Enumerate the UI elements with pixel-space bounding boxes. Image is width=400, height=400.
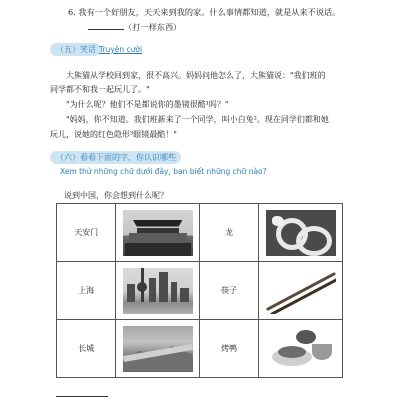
riddle-answer-hint: （打一样东西） <box>86 21 181 33</box>
word-cell: 天安门 <box>57 204 116 262</box>
riddle-line: 6. 我有一个好朋友，天天来到我的家。什么事情都知道，就是从来不说话。 <box>68 7 341 17</box>
roast-duck-photo <box>259 320 343 378</box>
word-cell: 筷子 <box>199 262 258 320</box>
word-cell: 长城 <box>57 320 116 378</box>
word-cell: 上海 <box>57 262 116 320</box>
section-6-tag: （六）看看下面的字，你认识哪些 <box>50 151 181 164</box>
table-row <box>57 320 343 378</box>
story-paragraph-1b: 同学都不和我一起玩儿了。" <box>50 85 150 94</box>
answer-blank[interactable] <box>88 21 124 30</box>
table-row <box>57 204 343 262</box>
section-5-subtitle-vn: Truyện cười <box>99 45 143 54</box>
story-paragraph-3a: "妈妈，你不知道。我们班新来了一个同学，叫小白兔²。现在同学们都和她 <box>66 115 329 124</box>
great-wall-photo <box>116 320 200 378</box>
chopsticks-photo <box>259 262 343 320</box>
vocab-picture-table <box>56 203 343 378</box>
dragon-photo <box>259 204 343 262</box>
section-5-tag: （五）笑话 <box>50 43 101 56</box>
table-row <box>57 262 343 320</box>
story-paragraph-2: "为什么呢？他们不是都说你的墨镜很酷¹吗？" <box>66 100 229 109</box>
tiananmen-photo <box>116 204 200 262</box>
section-6-intro: 说到中国，你会想到什么呢？ <box>64 191 168 200</box>
story-paragraph-1a: 大熊猫从学校回到家，很不高兴。妈妈问他怎么了，大熊猫说："我们班的 <box>66 71 326 80</box>
shanghai-skyline-photo <box>116 262 200 320</box>
footnote-divider <box>56 396 108 397</box>
story-paragraph-3b: 玩儿，说她的红色隐形³眼镜最酷！" <box>50 130 177 139</box>
word-cell: 烤鸭 <box>199 320 258 378</box>
section-6-subtitle-vn: Xem thử những chữ dưới đây, bạn biết những chữ nào? <box>60 167 267 176</box>
word-cell: 龙 <box>199 204 258 262</box>
